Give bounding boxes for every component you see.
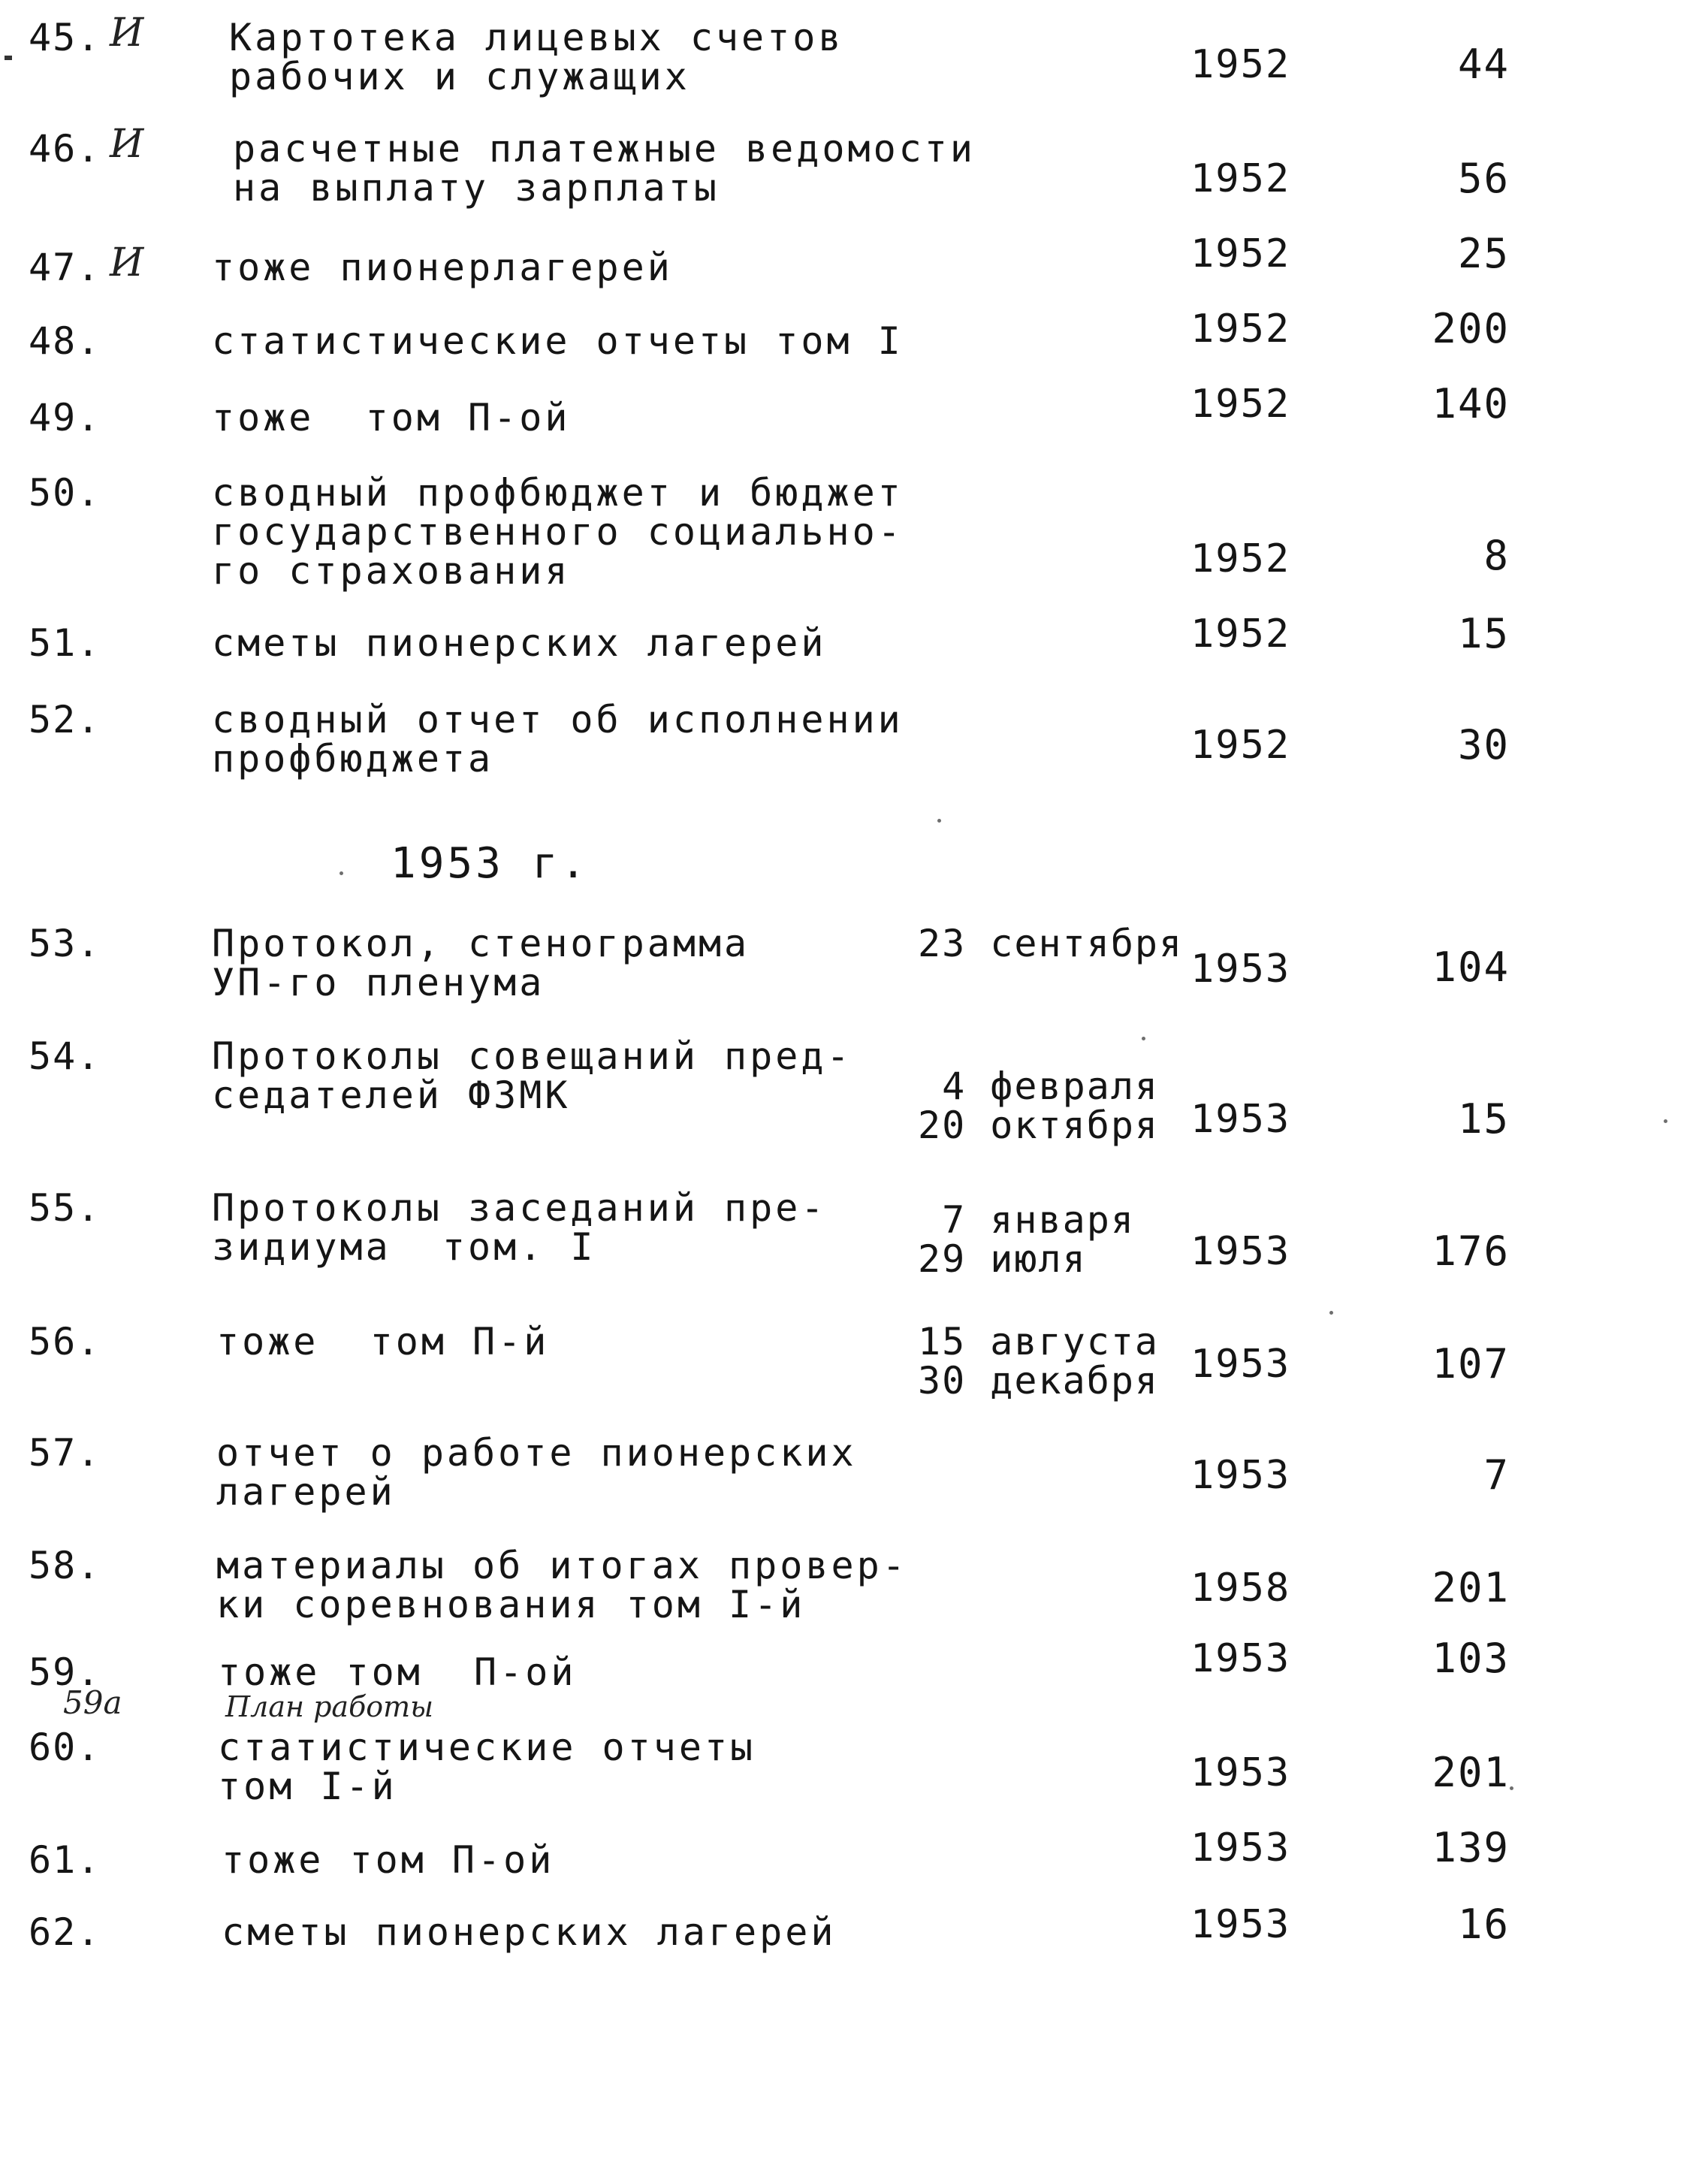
item-sheet-count: 103 [1432,1635,1510,1682]
item-sheet-count: 7 [1483,1451,1510,1499]
item-title-line: ки соревнования том I-й [216,1583,806,1626]
item-title [212,698,963,781]
item-sheet-count: 140 [1432,380,1510,427]
item-title [212,398,963,437]
item-title-line: статистические отчеты том I [212,319,904,363]
item-number: 53. [29,922,101,965]
item-title [212,1188,963,1267]
ink-speck [1142,1037,1145,1040]
item-year: 1952 [1190,611,1291,657]
section-heading-1953: 1953 г. [391,839,590,888]
item-date-line: 20 октября [918,1104,1160,1147]
ink-speck [339,871,343,875]
item-sheet-count: 201 [1432,1564,1510,1611]
item-sheet-count: 15 [1457,1095,1510,1143]
item-title-line: государственного социально- [212,510,904,554]
item-number: 48. [29,319,101,363]
item-year: 1952 [1190,156,1291,201]
item-title-line: сводный профбюджет и бюджет [212,471,904,515]
item-title-line: УП-го пленума [212,961,545,1004]
item-year: 1953 [1190,947,1291,992]
item-number: 61. [29,1838,101,1882]
item-title-line: Протоколы совещаний пред- [212,1034,852,1078]
item-number: 45. [29,16,101,59]
item-number: 49. [29,396,101,439]
item-number: 46. [29,127,101,171]
item-year: 1953 [1190,1342,1291,1387]
item-year: 1952 [1190,382,1291,427]
item-year: 1952 [1190,723,1291,768]
ink-speck [1510,1786,1513,1790]
item-year: 1953 [1190,1636,1291,1681]
item-title-line: тоже том П-ой [212,396,571,439]
item-date-line: 30 декабря [918,1359,1160,1403]
item-title-line: зидиума том. I [212,1225,596,1269]
ink-speck [1329,1311,1333,1315]
item-dates [918,1200,1233,1279]
item-title-line: тоже том П-ой [218,1650,577,1694]
item-year: 1953 [1190,1750,1291,1795]
item-date-line: 4 февраля [918,1064,1160,1108]
item-number: 58. [29,1544,101,1587]
item-number: 56. [29,1320,101,1363]
item-title-line: сметы пионерских лагерей [222,1910,837,1954]
item-year: 1952 [1190,306,1291,352]
handwritten-check-mark: И [110,122,144,167]
item-title-line: статистические отчеты [218,1726,756,1769]
item-year: 1958 [1190,1566,1291,1611]
item-title-line: рабочих и служащих [229,55,690,98]
item-sheet-count: 104 [1432,944,1510,991]
item-title-line: седателей ФЗМК [212,1073,571,1117]
item-title-line: сметы пионерских лагерей [212,621,827,665]
item-number: 57. [29,1431,101,1475]
handwritten-item-number: 59а [63,1684,122,1721]
item-sheet-count: 200 [1432,305,1510,352]
item-sheet-count: 139 [1432,1824,1510,1871]
handwritten-check-mark: И [110,240,144,285]
item-sheet-count: 56 [1457,155,1510,202]
item-title [212,924,963,1002]
item-year: 1953 [1190,1902,1291,1947]
item-title [216,1322,967,1361]
item-title [222,1910,973,1954]
item-title [216,1431,967,1514]
item-year: 1952 [1190,231,1291,276]
item-title-line: отчет о работе пионерских [216,1431,857,1475]
item-number: 52. [29,698,101,741]
item-title [218,1728,969,1806]
item-dates [918,1064,1233,1147]
handwritten-item-title: План работы [225,1690,434,1723]
item-title-line: тоже пионерлагерей [212,246,673,289]
item-title-line: профбюджета [212,737,494,781]
item-sheet-count: 15 [1457,610,1510,657]
item-title-line: сводный отчет об исполнении [212,698,904,741]
item-title [212,319,963,363]
item-date-line: 29 июля [918,1237,1087,1281]
item-title-line: на выплату зарплаты [233,166,720,210]
item-title [212,248,963,287]
item-year: 1953 [1190,1453,1291,1498]
item-dates [918,1320,1233,1403]
item-year: 1952 [1190,42,1291,87]
item-date-line: 23 сентября [918,922,1184,965]
item-title [212,471,963,593]
handwritten-check-mark: И [110,11,144,56]
item-title [212,621,963,665]
item-title-line: Протоколы заседаний пре- [212,1186,827,1230]
item-title [212,1034,963,1117]
item-year: 1953 [1190,1097,1291,1142]
margin-mark [5,56,12,60]
item-title-line: расчетные платежные ведомости [233,127,976,171]
item-year: 1952 [1190,536,1291,581]
item-title-line: лагерей [216,1470,396,1514]
item-number: 59. [29,1650,101,1694]
item-title-line: го страхования [212,549,571,593]
item-year: 1953 [1190,1229,1291,1274]
item-title-line: Картотека лицевых счетов [229,16,844,59]
item-title [218,1650,969,1694]
item-sheet-count: 8 [1483,532,1510,579]
item-sheet-count: 25 [1457,230,1510,277]
item-number: 62. [29,1910,101,1954]
item-date-line: 15 августа [918,1320,1160,1363]
item-sheet-count: 30 [1457,721,1510,768]
item-title-line: Протокол, стенограмма [212,922,750,965]
item-number: 60. [29,1726,101,1769]
item-title [222,1840,973,1880]
item-number: 47. [29,246,101,289]
item-title-line: материалы об итогах провер- [216,1544,908,1587]
item-sheet-count: 176 [1432,1227,1510,1275]
item-title [216,1546,967,1624]
item-sheet-count: 16 [1457,1901,1510,1948]
item-date-line: 7 января [918,1198,1135,1242]
item-title [229,18,980,96]
item-title-line: тоже том П-ой [222,1838,555,1882]
item-sheet-count: 201 [1432,1749,1510,1796]
item-number: 55. [29,1186,101,1230]
item-dates [918,924,1233,963]
ink-speck [1664,1119,1667,1123]
item-title-line: тоже том П-й [216,1320,550,1363]
item-sheet-count: 107 [1432,1340,1510,1387]
item-year: 1953 [1190,1825,1291,1871]
item-title [233,127,984,210]
item-title-line: том I-й [218,1765,397,1808]
item-number: 50. [29,471,101,515]
item-number: 51. [29,621,101,665]
item-sheet-count: 44 [1457,41,1510,88]
item-number: 54. [29,1034,101,1078]
ink-speck [937,819,941,823]
